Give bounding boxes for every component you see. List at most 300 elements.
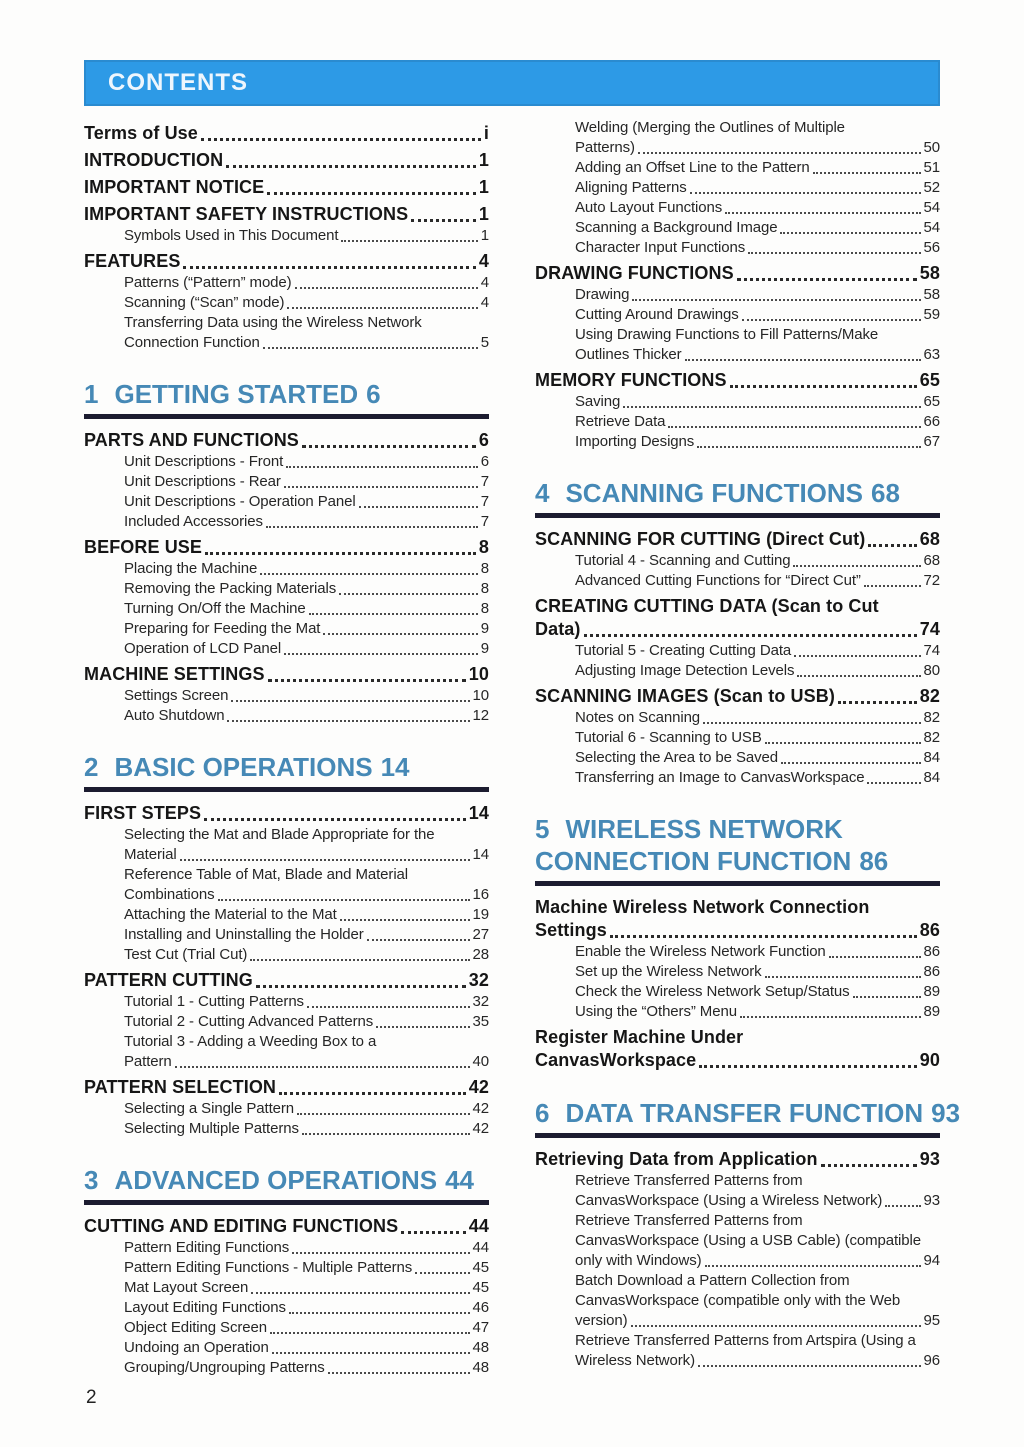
toc-entry-sub	[535, 1171, 940, 1211]
toc-entry-line	[124, 1238, 489, 1258]
toc-entry-sub	[84, 599, 489, 619]
dot-leader	[284, 486, 478, 488]
entry-label: Notes on Scanning	[575, 709, 701, 726]
entry-label: Test Cut (Trial Cut)	[124, 946, 248, 963]
toc-entry-sub	[84, 452, 489, 472]
entry-label: Cutting Around Drawings	[575, 306, 739, 323]
toc-entry-line	[84, 250, 489, 273]
entry-label: Selecting Multiple Patterns	[124, 1120, 299, 1137]
entry-label: Combinations	[124, 886, 215, 903]
dot-leader	[401, 1231, 466, 1234]
toc-entry-line	[84, 122, 489, 145]
toc-entry-line	[575, 432, 940, 452]
toc-entry-sub	[84, 1032, 489, 1072]
dot-leader	[737, 278, 917, 281]
dot-leader	[286, 466, 478, 468]
entry-page-ref: 74	[923, 642, 940, 659]
entry-label: GETTING STARTED	[114, 379, 359, 409]
toc-entry-sub	[84, 1298, 489, 1318]
toc-entry-line	[575, 748, 940, 768]
toc-entry-line	[575, 768, 940, 788]
dot-leader	[765, 976, 921, 978]
toc-entry-line	[575, 942, 940, 962]
dot-leader	[376, 1026, 469, 1028]
chapter-number: 1	[84, 379, 99, 409]
toc-entry-sub	[84, 1338, 489, 1358]
entry-label: Tutorial 4 - Scanning and Cutting	[575, 552, 791, 569]
entry-label: Importing Designs	[575, 433, 695, 450]
toc-entry-sub	[84, 1099, 489, 1119]
entry-label: Tutorial 6 - Scanning to USB	[575, 729, 762, 746]
toc-entry-section	[84, 1215, 489, 1238]
entry-label: FIRST STEPS	[84, 803, 202, 823]
entry-label: ADVANCED OPERATIONS	[114, 1165, 438, 1195]
toc-entry-section	[84, 802, 489, 825]
toc-chapter-heading	[535, 1097, 961, 1138]
toc-entry-sub	[535, 412, 940, 432]
toc-entry-line	[535, 595, 940, 618]
toc-entry-line	[124, 273, 489, 293]
toc-entry-line	[124, 1258, 489, 1278]
toc-entry-line	[84, 663, 489, 686]
toc-entry-line	[124, 333, 489, 353]
toc-entry-line	[124, 226, 489, 246]
toc-entry-line	[575, 1171, 940, 1191]
toc-entry-sub	[84, 619, 489, 639]
toc-entry-line	[575, 218, 940, 238]
entry-label: Tutorial 5 - Creating Cutting Data	[575, 642, 792, 659]
entry-page-ref: 35	[472, 1013, 489, 1030]
entry-label: Patterns)	[575, 139, 635, 156]
toc-entry-section	[84, 429, 489, 452]
toc-entry-line	[124, 885, 489, 905]
dot-leader	[341, 240, 477, 242]
dot-leader	[328, 1372, 470, 1374]
toc-entry-section	[84, 969, 489, 992]
entry-label: Layout Editing Functions	[124, 1299, 286, 1316]
entry-page-ref: 93	[931, 1098, 961, 1128]
toc-entry-sub	[84, 905, 489, 925]
toc-entry-line	[575, 982, 940, 1002]
entry-label: Advanced Cutting Functions for “Direct Cut”	[575, 572, 861, 589]
dot-leader	[725, 212, 920, 214]
dot-leader	[201, 138, 481, 141]
entry-label: Selecting the Mat and Blade Appropriate for the	[124, 826, 435, 843]
entry-label: Tutorial 1 - Cutting Patterns	[124, 993, 304, 1010]
entry-label: Adding an Offset Line to the Pattern	[575, 159, 810, 176]
toc-entry-sub	[84, 492, 489, 512]
toc-entry-line	[124, 492, 489, 512]
entry-label: Material	[124, 846, 177, 863]
entry-page-ref: 5	[480, 334, 489, 351]
dot-leader	[272, 1352, 470, 1354]
toc-entry-line	[535, 477, 940, 509]
entry-page-ref: 6	[478, 430, 489, 450]
dot-leader	[250, 959, 469, 961]
entry-label: Using Drawing Functions to Fill Patterns/Make	[575, 326, 879, 343]
entry-page-ref: 52	[923, 179, 940, 196]
entry-label: Installing and Uninstalling the Holder	[124, 926, 364, 943]
toc-entry-line	[124, 845, 489, 865]
toc-entry-line	[124, 925, 489, 945]
entry-label: Saving	[575, 393, 621, 410]
dot-leader	[289, 1312, 470, 1314]
entry-page-ref: 59	[923, 306, 940, 323]
dot-leader	[180, 859, 470, 861]
toc-entry-line	[535, 262, 940, 285]
entry-label: Attaching the Material to the Mat	[124, 906, 337, 923]
toc-entry-sub	[535, 1002, 940, 1022]
dot-leader	[631, 1325, 921, 1327]
entry-label: version)	[575, 1312, 628, 1329]
toc-entry-line	[535, 369, 940, 392]
toc-entry-line	[575, 1231, 940, 1251]
entry-label: Grouping/Ungrouping Patterns	[124, 1359, 325, 1376]
entry-page-ref: 50	[923, 139, 940, 156]
entry-page-ref: 10	[472, 687, 489, 704]
toc-entry-sub	[84, 1358, 489, 1378]
toc-entry-line	[124, 992, 489, 1012]
entry-label: Data)	[535, 619, 581, 639]
toc-entry-line	[124, 1012, 489, 1032]
toc-entry-sub	[535, 218, 940, 238]
toc-entry-sub	[535, 1271, 940, 1331]
entry-label: Auto Layout Functions	[575, 199, 723, 216]
toc-entry-line	[575, 1251, 940, 1271]
toc-entry-line	[84, 536, 489, 559]
toc-entry-sub	[84, 639, 489, 659]
entry-page-ref: 94	[923, 1252, 940, 1269]
toc-entry-sub	[535, 178, 940, 198]
toc-entry-sub	[84, 1238, 489, 1258]
toc-column-left	[84, 118, 489, 1378]
toc-entry-line	[535, 845, 940, 877]
toc-entry-sub	[535, 305, 940, 325]
toc-entry-line	[575, 641, 940, 661]
entry-page-ref: 86	[919, 920, 940, 940]
dot-leader	[698, 1365, 921, 1367]
dot-leader	[251, 1292, 469, 1294]
dot-leader	[287, 307, 477, 309]
entry-page-ref: 1	[478, 150, 489, 170]
toc-entry-sub	[535, 748, 940, 768]
dot-leader	[685, 359, 921, 361]
entry-page-ref: 82	[923, 709, 940, 726]
dot-leader	[697, 446, 920, 448]
toc-entry-line	[575, 962, 940, 982]
entry-page-ref: 96	[923, 1352, 940, 1369]
entry-page-ref: 95	[923, 1312, 940, 1329]
toc-entry-line	[124, 472, 489, 492]
toc-entry-section	[535, 528, 940, 551]
toc-entry-section	[84, 1076, 489, 1099]
entry-label: Selecting the Area to be Saved	[575, 749, 778, 766]
toc-entry-line	[84, 378, 489, 410]
entry-label: Terms of Use	[84, 123, 198, 143]
entry-label: Preparing for Feeding the Mat	[124, 620, 321, 637]
entry-page-ref: 44	[472, 1239, 489, 1256]
toc-entry-line	[575, 1002, 940, 1022]
toc-entry-line	[124, 945, 489, 965]
dot-leader	[794, 655, 920, 657]
entry-page-ref: 48	[472, 1339, 489, 1356]
toc-entry-line	[124, 1278, 489, 1298]
entry-label: Symbols Used in This Document	[124, 227, 339, 244]
entry-label: SCANNING IMAGES (Scan to USB)	[535, 686, 835, 706]
dot-leader	[297, 1113, 469, 1115]
dot-leader	[218, 899, 470, 901]
toc-entry-sub	[84, 313, 489, 353]
dot-leader	[781, 762, 921, 764]
toc-entry-line	[535, 896, 940, 919]
toc-entry-line	[124, 865, 489, 885]
dot-leader	[302, 1133, 470, 1135]
dot-leader	[885, 1205, 920, 1207]
entry-label: Enable the Wireless Network Function	[575, 943, 826, 960]
entry-page-ref: 65	[919, 370, 940, 390]
dot-leader	[367, 939, 470, 941]
entry-label: Batch Download a Pattern Collection from	[575, 1272, 850, 1289]
toc-entry-sub	[535, 238, 940, 258]
toc-entry-line	[535, 1026, 940, 1049]
toc-entry-line	[575, 1191, 940, 1211]
dot-leader	[309, 613, 478, 615]
dot-leader	[411, 219, 476, 222]
chapter-number: 6	[535, 1098, 550, 1128]
toc-entry-line	[84, 203, 489, 226]
entry-page-ref: 86	[859, 846, 889, 876]
toc-entry-line	[124, 1358, 489, 1378]
entry-page-ref: 8	[480, 600, 489, 617]
toc-entry-sub	[535, 768, 940, 788]
entry-label: PARTS AND FUNCTIONS	[84, 430, 299, 450]
toc-entry-line	[124, 313, 489, 333]
dot-leader	[267, 192, 476, 195]
entry-page-ref: 66	[923, 413, 940, 430]
entry-page-ref: 8	[480, 580, 489, 597]
dot-leader	[256, 985, 466, 988]
dot-leader	[268, 679, 466, 682]
entry-label: Using the “Others” Menu	[575, 1003, 737, 1020]
entry-label: MACHINE SETTINGS	[84, 664, 265, 684]
entry-label: PATTERN SELECTION	[84, 1077, 277, 1097]
dot-leader	[864, 585, 921, 587]
entry-page-ref: 86	[923, 943, 940, 960]
toc-entry-section	[535, 1148, 940, 1171]
toc-entry-sub	[84, 559, 489, 579]
entry-label: Connection Function	[124, 334, 260, 351]
dot-leader	[204, 818, 466, 821]
toc-columns	[84, 118, 961, 1378]
dot-leader	[270, 1332, 470, 1334]
entry-label: Check the Wireless Network Setup/Status	[575, 983, 850, 1000]
chapter-number: 5	[535, 814, 550, 844]
toc-entry-section	[535, 262, 940, 285]
toc-entry-line	[535, 618, 940, 641]
entry-label: SCANNING FUNCTIONS	[565, 478, 864, 508]
dot-leader	[813, 172, 921, 174]
entry-page-ref: 40	[472, 1053, 489, 1070]
toc-entry-section	[84, 149, 489, 172]
entry-label: Unit Descriptions - Front	[124, 453, 284, 470]
entry-label: CUTTING AND EDITING FUNCTIONS	[84, 1216, 399, 1236]
toc-entry-section	[535, 369, 940, 392]
toc-entry-line	[84, 1076, 489, 1099]
dot-leader	[730, 385, 917, 388]
entry-label: IMPORTANT NOTICE	[84, 177, 265, 197]
toc-entry-sub	[535, 571, 940, 591]
toc-entry-line	[124, 452, 489, 472]
toc-chapter-heading	[84, 751, 489, 792]
toc-entry-line	[124, 1119, 489, 1139]
toc-entry-line	[575, 158, 940, 178]
toc-entry-sub	[535, 158, 940, 178]
entry-page-ref: 1	[480, 227, 489, 244]
entry-label: Transferring an Image to CanvasWorkspace	[575, 769, 865, 786]
entry-page-ref: 84	[923, 769, 940, 786]
toc-entry-line	[575, 1271, 940, 1291]
toc-entry-sub	[84, 273, 489, 293]
toc-entry-line	[84, 149, 489, 172]
toc-chapter-heading	[535, 477, 940, 518]
entry-label: Retrieve Transferred Patterns from Artspira (Using a	[575, 1332, 916, 1349]
entry-label: Tutorial 3 - Adding a Weeding Box to a	[124, 1033, 377, 1050]
toc-entry-section	[84, 176, 489, 199]
entry-label: Transferring Data using the Wireless Network	[124, 314, 422, 331]
entry-label: SCANNING FOR CUTTING (Direct Cut)	[535, 529, 866, 549]
toc-entry-line	[124, 579, 489, 599]
toc-entry-sub	[84, 472, 489, 492]
entry-label: CONNECTION FUNCTION	[535, 846, 852, 876]
dot-leader	[748, 252, 920, 254]
toc-entry-line	[535, 1049, 940, 1072]
toc-entry-section	[535, 595, 940, 641]
toc-entry-line	[124, 559, 489, 579]
toc-entry-line	[535, 685, 940, 708]
entry-page-ref: 1	[478, 204, 489, 224]
entry-page-ref: 68	[923, 552, 940, 569]
toc-entry-sub	[535, 982, 940, 1002]
entry-label: Removing the Packing Materials	[124, 580, 337, 597]
toc-entry-sub	[84, 706, 489, 726]
entry-page-ref: 46	[472, 1299, 489, 1316]
dot-leader	[668, 426, 920, 428]
dot-leader	[740, 1016, 921, 1018]
entry-page-ref: 82	[923, 729, 940, 746]
entry-page-ref: i	[483, 123, 489, 143]
dot-leader	[263, 347, 478, 349]
entry-page-ref: 16	[472, 886, 489, 903]
contents-header-bar	[84, 60, 940, 106]
entry-label: CanvasWorkspace (Using a USB Cable) (compatible	[575, 1232, 921, 1249]
toc-entry-sub	[84, 1012, 489, 1032]
toc-entry-line	[575, 571, 940, 591]
toc-chapter-line	[535, 813, 940, 845]
entry-label: Included Accessories	[124, 513, 263, 530]
entry-label: Patterns (“Pattern” mode)	[124, 274, 292, 291]
dot-leader	[183, 266, 475, 269]
dot-leader	[415, 1272, 469, 1274]
entry-page-ref: 82	[919, 686, 940, 706]
toc-entry-line	[575, 1311, 940, 1331]
toc-entry-line	[124, 1032, 489, 1052]
entry-label: Auto Shutdown	[124, 707, 225, 724]
toc-entry-line	[575, 198, 940, 218]
entry-label: CREATING CUTTING DATA (Scan to Cut	[535, 596, 879, 616]
entry-label: MEMORY FUNCTIONS	[535, 370, 727, 390]
entry-label: Reference Table of Mat, Blade and Material	[124, 866, 409, 883]
toc-entry-sub	[535, 962, 940, 982]
entry-page-ref: 8	[478, 537, 489, 557]
toc-entry-sub	[535, 641, 940, 661]
toc-entry-line	[124, 825, 489, 845]
entry-page-ref: 68	[871, 478, 900, 508]
entry-page-ref: 44	[468, 1216, 489, 1236]
toc-entry-line	[575, 392, 940, 412]
toc-entry-sub	[84, 1278, 489, 1298]
entry-label: Scanning a Background Image	[575, 219, 778, 236]
toc-entry-sub	[535, 432, 940, 452]
dot-leader	[292, 1252, 469, 1254]
dot-leader	[307, 1006, 470, 1008]
entry-page-ref: 89	[923, 983, 940, 1000]
toc-entry-sub	[84, 579, 489, 599]
dot-leader	[690, 192, 921, 194]
entry-label: PATTERN CUTTING	[84, 970, 253, 990]
entry-page-ref: 45	[472, 1279, 489, 1296]
toc-entry-sub	[84, 686, 489, 706]
entry-page-ref: 32	[468, 970, 489, 990]
entry-page-ref: 1	[478, 177, 489, 197]
entry-page-ref: 84	[923, 749, 940, 766]
toc-entry-line	[575, 1351, 940, 1371]
entry-page-ref: 93	[919, 1149, 940, 1169]
entry-label: CanvasWorkspace (Using a Wireless Network)	[575, 1192, 883, 1209]
toc-entry-sub	[535, 661, 940, 681]
entry-label: Retrieve Data	[575, 413, 666, 430]
entry-page-ref: 80	[923, 662, 940, 679]
toc-entry-line	[535, 1097, 961, 1129]
toc-entry-line	[84, 751, 489, 783]
dot-leader	[226, 165, 476, 168]
dot-leader	[853, 996, 921, 998]
entry-label: Settings Screen	[124, 687, 229, 704]
toc-entry-line	[84, 802, 489, 825]
toc-entry-sub	[535, 118, 940, 158]
entry-page-ref: 86	[923, 963, 940, 980]
toc-entry-line	[575, 285, 940, 305]
chapter-number: 2	[84, 752, 99, 782]
toc-entry-sub	[535, 728, 940, 748]
entry-page-ref: 14	[468, 803, 489, 823]
entry-page-ref: 63	[923, 346, 940, 363]
entry-label: Object Editing Screen	[124, 1319, 267, 1336]
toc-entry-section	[84, 536, 489, 559]
dot-leader	[632, 299, 920, 301]
dot-leader	[175, 1066, 470, 1068]
entry-page-ref: 6	[480, 453, 489, 470]
toc-entry-sub	[84, 293, 489, 313]
entry-label: CanvasWorkspace (compatible only with the Web	[575, 1292, 901, 1309]
dot-leader	[266, 526, 478, 528]
entry-page-ref: 7	[480, 493, 489, 510]
toc-entry-line	[575, 345, 940, 365]
toc-entry-line	[84, 429, 489, 452]
entry-page-ref: 68	[919, 529, 940, 549]
entry-page-ref: 89	[923, 1003, 940, 1020]
entry-label: FEATURES	[84, 251, 181, 271]
dot-leader	[323, 633, 477, 635]
